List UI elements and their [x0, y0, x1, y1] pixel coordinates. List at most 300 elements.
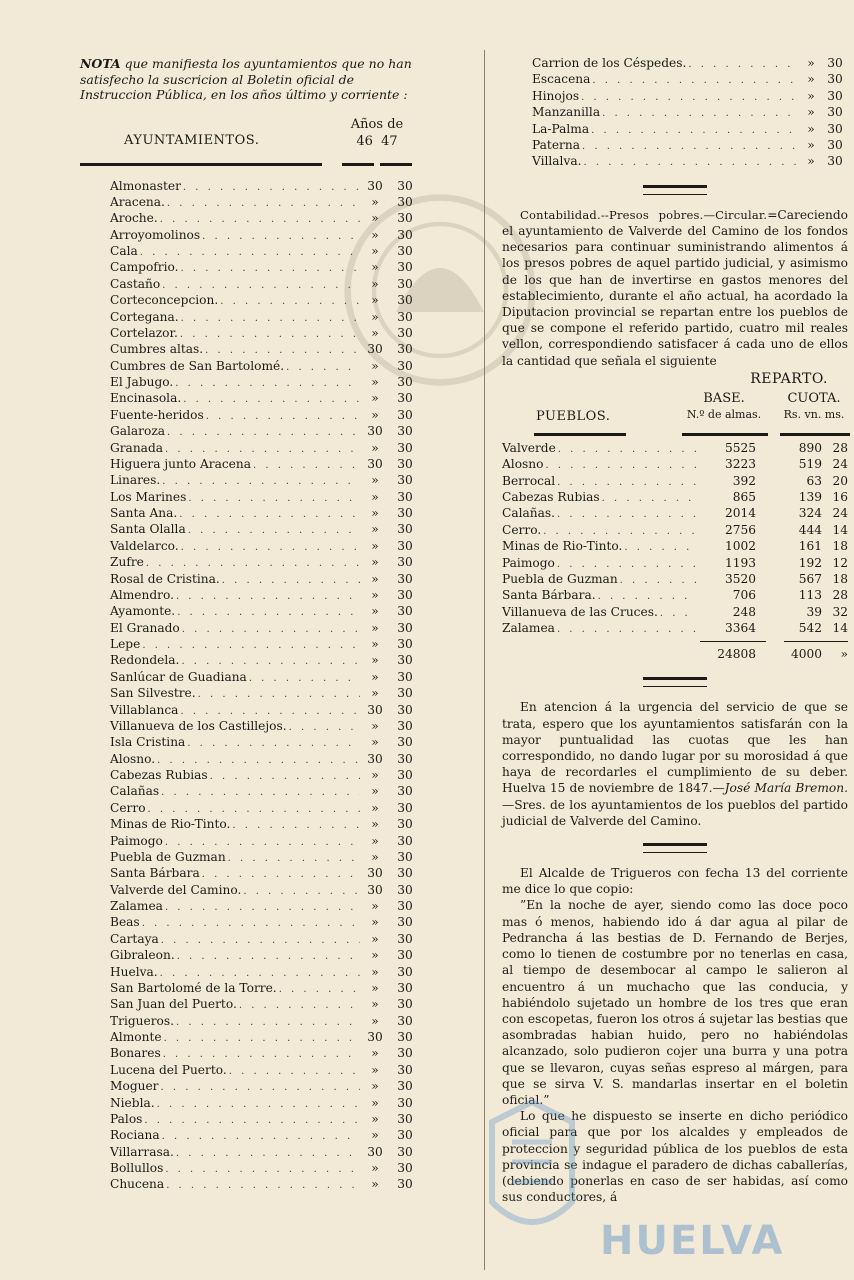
year-46-value: »	[371, 653, 379, 668]
ayuntamiento-row	[110, 277, 420, 293]
ayuntamiento-name: Almonte	[110, 1030, 162, 1044]
leader-dots	[590, 75, 800, 86]
ayuntamiento-name: Aracena.	[110, 194, 165, 209]
leader-dots	[277, 984, 360, 995]
year-47-value: 30	[397, 964, 413, 979]
leader-dots	[241, 886, 360, 897]
ayuntamiento-row	[110, 965, 420, 981]
year-46-value: »	[371, 784, 379, 799]
year-46-value: »	[807, 154, 815, 169]
cuota-rs-value: 567	[798, 571, 822, 586]
leader-dots	[179, 313, 360, 324]
ayuntamiento-name: San Juan del Puerto.	[110, 997, 237, 1012]
ayuntamiento-row	[110, 866, 420, 882]
rule-divider	[380, 163, 412, 166]
pueblo-name: Zalamea	[502, 621, 555, 636]
cuota-ms-value: 14	[832, 522, 848, 537]
year-46-value: »	[371, 637, 379, 651]
year-46-value: »	[371, 849, 379, 864]
rule-divider	[700, 641, 766, 642]
ayuntamiento-row	[110, 948, 420, 964]
alcalde-paragraph: El Alcalde de Trigueros con fecha 13 del corriente me dice lo que copio:	[502, 866, 848, 897]
year-46-value: »	[371, 391, 379, 406]
ayuntamiento-row	[110, 391, 420, 407]
ayuntamiento-name: Higuera junto Aracena	[110, 456, 251, 471]
base-column-title	[684, 391, 764, 423]
year-47-value: 30	[397, 440, 413, 455]
ayuntamiento-name: Lucena del Puerto.	[110, 1062, 227, 1077]
year-47-value: 30	[397, 391, 413, 406]
year-46-value: »	[371, 817, 379, 832]
ayuntamiento-row	[110, 473, 420, 489]
year-46-value: »	[371, 506, 379, 520]
leader-dots	[555, 559, 696, 570]
year-46-value: 30	[367, 866, 383, 881]
base-value: 2014	[724, 506, 756, 521]
leader-dots	[142, 1115, 360, 1126]
ayuntamiento-row	[110, 342, 420, 358]
ayuntamiento-name: Paterna	[532, 137, 580, 152]
reparto-title: REPARTO.	[750, 370, 828, 387]
leader-dots	[658, 608, 696, 619]
total-base: 24808	[717, 647, 756, 662]
ayuntamiento-name: Valverde del Camino.	[110, 882, 242, 897]
ayuntamiento-name: Zalamea	[110, 899, 163, 913]
year-47-value: 30	[397, 931, 413, 946]
pueblo-name: Cabezas Rubias	[502, 489, 600, 504]
leader-dots	[185, 738, 360, 749]
year-46-value: »	[807, 56, 815, 70]
year-46-value: »	[371, 1095, 379, 1110]
year-47-value: 30	[397, 702, 413, 717]
leader-dots	[618, 575, 696, 586]
year-47-value: 30	[397, 915, 413, 930]
atencion-text: En atencion á la urgencia del servicio de que se trata, espero que los ayuntamientos satisfarán con la mayor puntualidad las cuotas que les han correspondido, no dando lugar por su morosidad á que haya de recordarles el cumplimiento de su deber. Huelva 15 de noviembre de 1847.	[502, 700, 848, 796]
year-47-value: 30	[397, 637, 413, 651]
ayuntamiento-name: Villablanca	[110, 702, 179, 717]
leader-dots	[622, 542, 696, 553]
ayuntamiento-name: Galaroza	[110, 424, 166, 439]
ayuntamiento-name: Aroche.	[110, 211, 158, 226]
ayuntamiento-name: Isla Cristina	[110, 735, 186, 750]
ayuntamiento-row	[110, 752, 420, 768]
cuota-ms-value: 32	[832, 604, 848, 619]
reparto-row	[502, 457, 848, 473]
year-47-value: 30	[827, 121, 843, 136]
leader-dots	[163, 902, 360, 913]
ayuntamiento-name: Villarrasa.	[110, 1144, 174, 1159]
leader-dots	[220, 575, 360, 586]
year-47-value: 30	[397, 1013, 413, 1028]
circular-lead: Contabilidad.--Presos pobres.—Circular.	[520, 207, 768, 222]
ayuntamiento-name: Ayamonte.	[110, 604, 176, 619]
leader-dots	[556, 444, 696, 455]
leader-dots	[140, 918, 360, 929]
year-46-value: »	[371, 669, 379, 684]
ayuntamiento-name: Valdelarco.	[110, 538, 179, 553]
ayuntamiento-row	[110, 1112, 420, 1128]
year-46-value: »	[371, 899, 379, 913]
signature: —José María Bremon.	[712, 781, 848, 796]
ayuntamiento-row	[110, 457, 420, 473]
ayuntamiento-row	[110, 686, 420, 702]
year-47-value: 30	[397, 735, 413, 750]
year-46-value: »	[371, 555, 379, 570]
leader-dots	[158, 968, 360, 979]
ayuntamiento-row	[110, 293, 420, 309]
year-46-value: »	[371, 1128, 379, 1143]
ayuntamiento-name: Cortegana.	[110, 309, 179, 324]
leader-dots	[541, 526, 696, 537]
year-46-value: »	[807, 72, 815, 87]
leader-dots	[159, 787, 360, 798]
year-46-value: »	[371, 997, 379, 1012]
year-46-value: »	[371, 948, 379, 963]
ayuntamiento-row	[532, 72, 848, 88]
ayuntamiento-row	[110, 637, 420, 653]
leader-dots	[196, 689, 360, 700]
ayuntamiento-row	[110, 932, 420, 948]
ayuntamiento-name: Castaño	[110, 276, 161, 291]
rule-divider	[780, 433, 850, 436]
ayuntamiento-row	[110, 326, 420, 342]
ayuntamiento-row	[110, 850, 420, 866]
year-47-value: 30	[397, 194, 413, 209]
year-47-value: 30	[827, 88, 843, 103]
leader-dots	[203, 345, 360, 356]
year-46-value: »	[371, 1079, 379, 1094]
leader-dots	[596, 591, 696, 602]
ayuntamiento-row	[110, 834, 420, 850]
ayuntamiento-row	[110, 604, 420, 620]
leader-dots	[284, 362, 360, 373]
ayuntamiento-row	[110, 670, 420, 686]
ayuntamiento-name: Paimogo	[110, 833, 163, 848]
ayuntamiento-name: Rosal de Cristina.	[110, 571, 220, 586]
year-46-value: »	[371, 276, 379, 291]
year-47-value: 30	[397, 1177, 413, 1192]
ayuntamiento-name: Villalva.	[532, 154, 582, 169]
ayuntamiento-row	[110, 1030, 420, 1046]
year-46-value: »	[371, 1046, 379, 1061]
leader-dots	[165, 427, 360, 438]
ayuntamiento-row	[110, 522, 420, 538]
leader-dots	[164, 1180, 360, 1191]
leader-dots	[177, 509, 360, 520]
leader-dots	[580, 141, 800, 152]
ayuntamiento-name: Niebla.	[110, 1095, 155, 1110]
base-value: 5525	[724, 440, 756, 455]
year-47-value: 30	[397, 686, 413, 701]
watermark-text: HUELVA	[600, 1218, 785, 1264]
year-46-value: »	[371, 1177, 379, 1192]
leader-dots	[173, 378, 360, 389]
cuota-ms-value: 18	[832, 571, 848, 586]
ayuntamiento-row	[532, 154, 848, 170]
year-47-value: 30	[397, 227, 413, 242]
base-value: 865	[732, 489, 756, 504]
ayuntamiento-row	[110, 408, 420, 424]
ayuntamiento-name: Santa Bárbara	[110, 866, 200, 881]
ayuntamiento-name: Cortelazor.	[110, 325, 178, 340]
ayuntamiento-row	[110, 1063, 420, 1079]
cuota-ms-value: 24	[832, 506, 848, 521]
ayuntamiento-name: Fuente-heridos	[110, 407, 204, 422]
ayuntamiento-name: Granada	[110, 440, 164, 455]
ayuntamiento-row	[110, 1145, 420, 1161]
ayuntamiento-row	[110, 653, 420, 669]
ayuntamiento-name: Rociana	[110, 1128, 160, 1143]
leader-dots	[160, 1131, 360, 1142]
leader-dots	[175, 607, 360, 618]
leader-dots	[179, 542, 360, 553]
year-47-value: 30	[397, 473, 413, 488]
year-46-value: »	[371, 980, 379, 995]
ayuntamiento-row	[110, 228, 420, 244]
leader-dots	[178, 329, 360, 340]
year-46-value: »	[807, 121, 815, 136]
base-value: 3223	[724, 457, 756, 472]
ayuntamiento-row	[110, 1046, 420, 1062]
year-46-value: »	[371, 244, 379, 258]
ayuntamiento-name: Cerro	[110, 800, 146, 815]
cuota-rs-value: 542	[798, 621, 822, 636]
ayuntamiento-name: Carrion de los Céspedes.	[532, 56, 687, 70]
year-47-value: 30	[827, 137, 843, 152]
ayuntamiento-name: Alosno.	[110, 751, 156, 766]
ayuntamiento-row	[110, 588, 420, 604]
pueblo-name: Santa Bárbara.	[502, 588, 596, 603]
year-47-value: 30	[397, 1144, 413, 1159]
leader-dots	[555, 624, 696, 635]
cuota-label: CUOTA.	[787, 390, 841, 406]
leader-dots	[163, 837, 360, 848]
ayuntamiento-row	[110, 195, 420, 211]
cuota-ms-value: 24	[832, 457, 848, 472]
rule-divider	[784, 641, 848, 642]
cuota-rs-value: 192	[798, 555, 822, 570]
ayuntamiento-name: Villanueva de los Castillejos.	[110, 718, 287, 733]
leader-dots	[287, 722, 360, 733]
leader-dots	[174, 1017, 360, 1028]
year-46-value: 30	[367, 882, 383, 897]
ayuntamiento-row	[110, 768, 420, 784]
reparto-list	[502, 441, 848, 638]
year-47-value: 30	[397, 1161, 413, 1175]
leader-dots	[179, 263, 360, 274]
year-47-value: 30	[397, 456, 413, 471]
atencion-paragraph	[502, 699, 848, 829]
year-47-value: 30	[397, 1062, 413, 1077]
base-label: BASE.	[703, 390, 745, 406]
ayuntamiento-name: Almonaster	[110, 178, 181, 193]
reparto-row	[502, 605, 848, 621]
year-46-value: »	[371, 768, 379, 782]
reparto-row	[502, 539, 848, 555]
ayuntamiento-name: Palos	[110, 1111, 143, 1126]
ayuntamiento-name: Santa Olalla	[110, 522, 186, 537]
pueblo-name: Calañas.	[502, 506, 555, 521]
year-47-value: 30	[397, 800, 413, 815]
year-47-value: 30	[827, 154, 843, 169]
ayuntamiento-name: Sanlúcar de Guadiana	[110, 669, 247, 684]
year-47-value: 30	[827, 105, 843, 120]
ayuntamiento-row	[110, 981, 420, 997]
reparto-total-row	[502, 647, 848, 667]
year-46-value: »	[371, 604, 379, 619]
ayuntamiento-name: Santa Ana.	[110, 506, 178, 520]
year-46-value: »	[371, 587, 379, 602]
year-47-value: 30	[397, 276, 413, 291]
ayuntamiento-name: Cartaya	[110, 931, 159, 946]
cuota-rs-value: 39	[806, 604, 822, 619]
ayuntamiento-row	[110, 441, 420, 457]
year-46-value: »	[371, 407, 379, 422]
leader-dots	[555, 477, 696, 488]
year-46-value: »	[371, 1062, 379, 1077]
year-46-value: »	[371, 325, 379, 340]
base-sub-label: N.º de almas.	[686, 407, 762, 421]
ayuntamiento-name: Puebla de Guzman	[110, 849, 226, 864]
year-47-value: 30	[397, 325, 413, 340]
leader-dots	[179, 656, 360, 667]
ayuntamiento-row	[110, 801, 420, 817]
year-47-value: 30	[397, 604, 413, 619]
year-47-value: 30	[397, 1030, 413, 1044]
year-46-value: 30	[367, 342, 383, 357]
leader-dots	[181, 394, 360, 405]
year-47-value: 30	[397, 244, 413, 258]
year-46-value: »	[371, 489, 379, 504]
ayuntamiento-name: Cala	[110, 244, 138, 258]
cuota-sub-label: Rs. vn. ms.	[783, 407, 845, 421]
leader-dots	[555, 509, 696, 520]
section-separator	[643, 677, 707, 687]
year-46-value: »	[371, 1013, 379, 1028]
year-47-value: 30	[397, 653, 413, 668]
ayuntamiento-row	[110, 719, 420, 735]
total-ms: »	[840, 647, 848, 662]
year-47-value: 30	[397, 899, 413, 913]
ayuntamiento-row	[110, 572, 420, 588]
year-46-value: »	[371, 309, 379, 324]
leader-dots	[160, 280, 360, 291]
leader-dots	[186, 525, 360, 536]
leader-dots	[186, 493, 360, 504]
leader-dots	[144, 558, 360, 569]
year-47-value: 30	[397, 260, 413, 275]
ayuntamiento-row	[110, 1128, 420, 1144]
year-47-value: 30	[397, 1128, 413, 1143]
leader-dots	[579, 92, 800, 103]
ayuntamiento-row	[110, 555, 420, 571]
atencion-tail: —Sres. de los ayuntamientos de los pueblos del partido judicial de Valverde del Camino.	[502, 797, 848, 828]
base-value: 706	[732, 588, 756, 603]
base-value: 1193	[724, 555, 756, 570]
year-46-value: »	[371, 735, 379, 750]
rule-divider	[682, 433, 768, 436]
ayuntamiento-name: Encinasola.	[110, 391, 182, 406]
year-46-value: »	[371, 1111, 379, 1126]
leader-dots	[146, 804, 360, 815]
ayuntamiento-name: Redondela.	[110, 653, 180, 668]
ayuntamiento-name: Gibraleon.	[110, 948, 175, 963]
reparto-table-head	[502, 389, 848, 429]
quote-paragraph: ”En la noche de ayer, siendo como las doce poco mas ó menos, habiendo ido á dar agua al pilar de Pedrancha á las bestias de D. Fernando de Berjes, como lo tienen de costumbre por no tenerlas en casa, al tiempo de desembocar al campo le salieron al encuentro á un muchacho que las conducia, y habiéndolo sujetado un hombre de los tres que eran con escopetas, fueron los otros á sujetar las bestias que asombradas habian huido, pero no habiéndolas alcanzado, solo pudieron cojer una burra y una potra que se llevaron, cuyas señas espreso al márgen, para que se sirva V. S. mandarlas insertar en el boletin oficial.”	[502, 898, 848, 1107]
year-47-value: 30	[827, 56, 843, 70]
year-46-value: »	[371, 211, 379, 226]
leader-dots	[181, 182, 360, 193]
year-47-value: 30	[397, 997, 413, 1012]
ayuntamiento-row	[110, 211, 420, 227]
years-column-title	[342, 116, 412, 150]
ayuntamiento-name: San Silvestre.	[110, 686, 196, 701]
section-separator	[643, 843, 707, 853]
left-column	[80, 56, 420, 1194]
cuota-ms-value: 28	[832, 440, 848, 455]
ayuntamiento-row	[110, 1177, 420, 1193]
ayuntamiento-name: Zufre	[110, 555, 144, 570]
pueblo-name: Puebla de Guzman	[502, 571, 618, 586]
year-47-value: 30	[397, 849, 413, 864]
reparto-row	[502, 490, 848, 506]
cuota-rs-value: 161	[798, 539, 822, 554]
ayuntamiento-row	[110, 244, 420, 260]
leader-dots	[686, 59, 800, 70]
year-46-value: »	[371, 358, 379, 373]
year-46-value: 30	[367, 424, 383, 439]
ayuntamiento-name: El Jabugo.	[110, 375, 174, 389]
year-46-value: »	[371, 800, 379, 815]
ayuntamiento-name: Cabezas Rubias	[110, 768, 208, 782]
ayuntamiento-row	[110, 784, 420, 800]
ayuntamiento-row	[532, 89, 848, 105]
ayuntamiento-row	[532, 105, 848, 121]
year-47-value: 30	[397, 375, 413, 389]
ayuntamiento-name: Corteconcepcion.	[110, 293, 219, 308]
year-47-value: 30	[397, 587, 413, 602]
cuota-rs-value: 890	[798, 440, 822, 455]
year-46-value: »	[371, 538, 379, 553]
year-47-value: 30	[397, 571, 413, 586]
year-47-value: 30	[397, 882, 413, 897]
year-47-value: 30	[397, 178, 413, 193]
ayuntamiento-row	[110, 310, 420, 326]
year-46-value: 30	[367, 751, 383, 766]
year-47-value: 30	[397, 620, 413, 635]
leader-dots	[589, 125, 800, 136]
leader-dots	[600, 493, 696, 504]
year-47-value: 30	[397, 342, 413, 357]
leader-dots	[160, 476, 360, 487]
leader-dots	[174, 1148, 360, 1159]
year-47-value: 30	[397, 211, 413, 226]
cuota-ms-value: 20	[832, 473, 848, 488]
pueblo-name: Valverde	[502, 440, 556, 455]
year-46-value: »	[371, 473, 379, 488]
year-46-label: 46	[356, 133, 373, 149]
year-47-value: 30	[397, 506, 413, 520]
circular-paragraph	[502, 207, 848, 369]
ayuntamiento-name: La-Palma	[532, 121, 590, 136]
ayuntamiento-name: Minas de Rio-Tinto.	[110, 817, 231, 832]
ayuntamiento-row	[110, 179, 420, 195]
year-47-value: 30	[397, 358, 413, 373]
table-head-rules	[80, 157, 420, 179]
year-46-value: »	[371, 686, 379, 701]
year-47-value: 30	[397, 1046, 413, 1061]
base-value: 3364	[724, 621, 756, 636]
